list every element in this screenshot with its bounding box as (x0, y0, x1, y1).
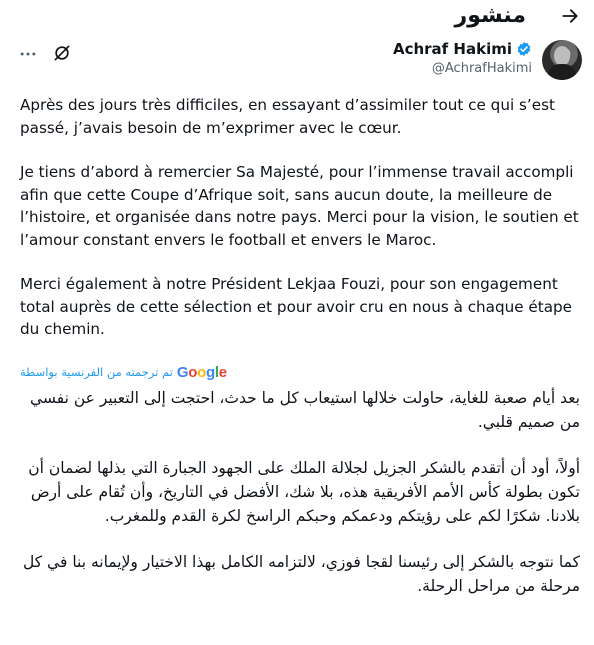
page-title: منشور (454, 3, 526, 28)
translated-paragraph: أولاً، أود أن أتقدم بالشكر الجزيل لجلالة الملك على الجهود الجبارة التي بذلها لضمان أن تكون بطولة كأس الأمم الأفريقية هذه، بلا شك، الأفضل في التاريخ، وأن تُقام على أرض بلادنا. شكرًا لكم على رؤيتكم ودعمكم وحبكم الراسخ لكرة القدم وللمغرب. (28, 459, 580, 525)
post-paragraph: Je tiens d’abord à remercier Sa Majesté, pour l’immense travail accompli afin que cette Coupe d’Afrique soit, sans aucun doute, la meilleure de l’histoire, et organisée dans notre pays. Merci pour la vision, le soutien et l’amour constant envers le football et envers le Maroc. (20, 163, 579, 249)
translation-attribution[interactable] (20, 362, 227, 382)
more-options-button[interactable] (18, 44, 38, 64)
translated-post-text (20, 386, 580, 620)
more-horizontal-icon (18, 44, 38, 64)
post-header (0, 0, 594, 34)
arrow-right-icon (560, 6, 580, 26)
author-handle[interactable]: @AchrafHakimi (431, 61, 532, 76)
author-name-link[interactable] (393, 40, 532, 58)
post-paragraph: Après des jours très difficiles, en essayant d’assimiler tout ce qui s’est passé, j’avais besoin de m’exprimer avec le cœur. (20, 96, 555, 137)
translation-label: تم ترجمته من الفرنسية بواسطة (20, 365, 173, 379)
post-paragraph: Merci également à notre Président Lekjaa Fouzi, pour son engagement total auprès de cette sélection et pour avoir cru en nous à chaque étape du chemin. (20, 275, 573, 338)
grok-icon (52, 43, 72, 63)
translated-paragraph: كما نتوجه بالشكر إلى رئيسنا لقجا فوزي، لالتزامه الكامل بهذا الاختيار ولإيمانه بنا في كل مرحلة من مراحل الرحلة. (23, 553, 580, 595)
translated-paragraph: بعد أيام صعبة للغاية، حاولت خلالها استيعاب كل ما حدث، احتجت إلى التعبير عن نفسي من صميم قلبي. (30, 389, 580, 431)
author-name: Achraf Hakimi (392, 40, 512, 58)
post-text (20, 94, 580, 363)
grok-button[interactable] (52, 43, 72, 63)
back-button[interactable] (554, 0, 586, 32)
verified-badge-icon (516, 41, 532, 57)
google-logo: Google (176, 363, 227, 381)
avatar[interactable] (542, 40, 582, 80)
author-row (0, 34, 594, 86)
